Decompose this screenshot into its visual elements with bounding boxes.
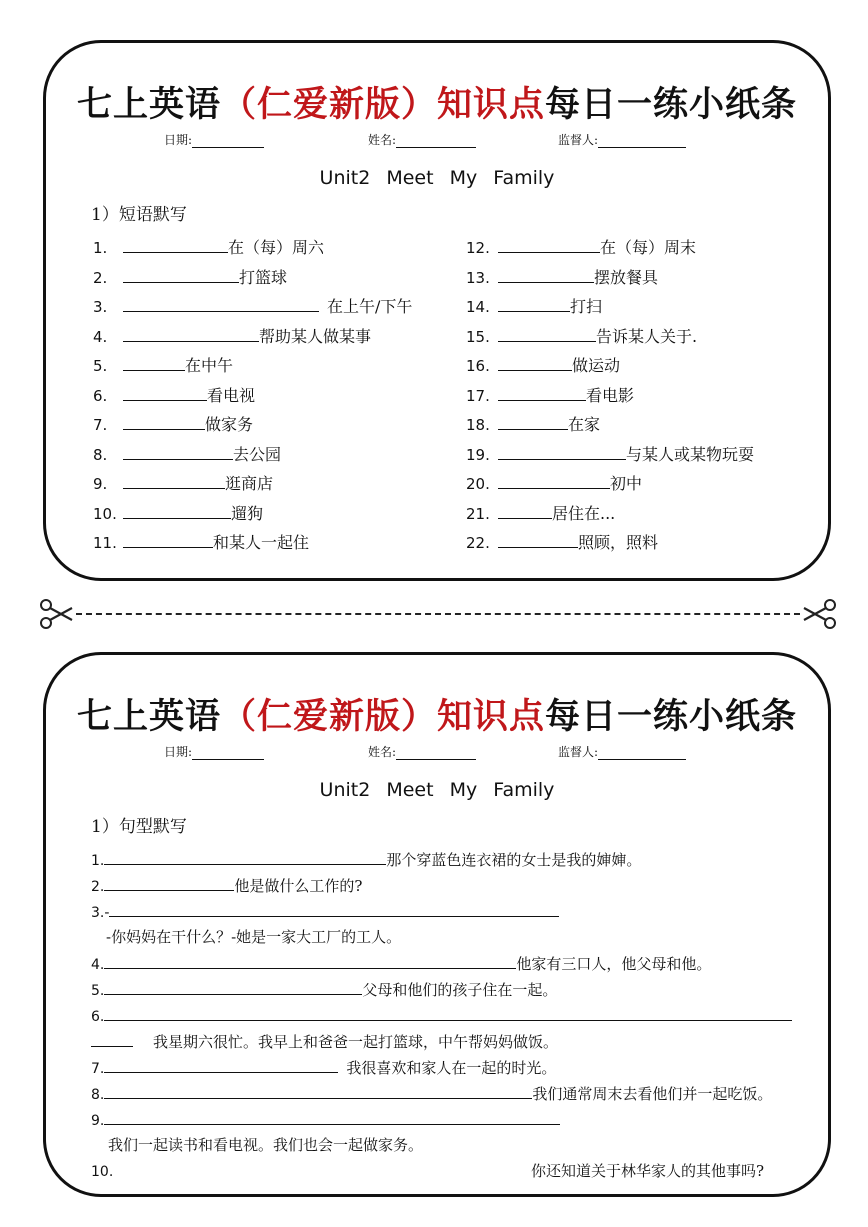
- card-title: [46, 77, 828, 127]
- item-number: 2.: [91, 879, 105, 895]
- title-part-1: 七上英语: [76, 84, 221, 125]
- item-prompt: 打篮球: [239, 268, 288, 287]
- phrase-item[interactable]: [93, 295, 412, 317]
- phrase-item[interactable]: [466, 354, 620, 376]
- supervisor-field[interactable]: [558, 131, 686, 148]
- date-label: 日期:: [164, 745, 193, 759]
- answer-blank[interactable]: [104, 874, 234, 891]
- name-label: 姓名:: [368, 133, 397, 147]
- sentence-item[interactable]: [91, 874, 362, 896]
- name-blank[interactable]: [396, 135, 476, 148]
- date-blank[interactable]: [192, 747, 264, 760]
- item-number: 19.: [466, 446, 490, 464]
- date-field[interactable]: [164, 743, 264, 760]
- item-prompt: 告诉某人关于.: [596, 327, 698, 346]
- answer-blank[interactable]: [123, 443, 233, 460]
- item-prompt: 我们一起读书和看电视。我们也会一起做家务。: [108, 1136, 424, 1154]
- answer-blank[interactable]: [498, 443, 626, 460]
- answer-blank[interactable]: [498, 472, 610, 489]
- supervisor-field[interactable]: [558, 743, 686, 760]
- sentence-item[interactable]: [91, 952, 711, 974]
- phrase-item[interactable]: [93, 472, 273, 494]
- sentence-item-line: [108, 1134, 423, 1156]
- answer-blank[interactable]: [104, 952, 516, 969]
- name-label: 姓名:: [368, 745, 397, 759]
- item-prompt: 遛狗: [231, 504, 264, 523]
- sentence-item[interactable]: [91, 1004, 792, 1026]
- item-number: 4.: [91, 957, 105, 973]
- item-number: 20.: [466, 475, 490, 493]
- phrase-item[interactable]: [466, 325, 697, 347]
- item-number: 8.: [91, 1087, 105, 1103]
- item-number: 15.: [466, 328, 490, 346]
- item-number: 6.: [93, 387, 108, 405]
- cut-line: [38, 596, 838, 632]
- phrase-item[interactable]: [466, 295, 602, 317]
- phrase-item[interactable]: [466, 236, 696, 258]
- answer-blank[interactable]: [498, 502, 552, 519]
- phrase-item[interactable]: [93, 443, 281, 465]
- answer-blank[interactable]: [123, 354, 185, 371]
- item-prompt: 摆放餐具: [594, 268, 659, 287]
- answer-blank[interactable]: [123, 531, 213, 548]
- worksheet-card-phrases: [43, 40, 831, 581]
- item-number: 7.: [93, 416, 108, 434]
- answer-blank[interactable]: [123, 472, 225, 489]
- name-field[interactable]: [368, 743, 476, 760]
- item-prompt: 打扫: [570, 297, 603, 316]
- answer-blank[interactable]: [91, 1030, 133, 1047]
- answer-blank[interactable]: [123, 295, 319, 312]
- item-number: 3.: [91, 905, 105, 921]
- phrase-item[interactable]: [93, 354, 233, 376]
- unit-heading: Unit2 Meet My Family: [319, 167, 555, 189]
- date-blank[interactable]: [192, 135, 264, 148]
- item-prompt: 帮助某人做某事: [259, 327, 372, 346]
- item-prompt: 在（每）周末: [600, 238, 697, 257]
- date-label: 日期:: [164, 133, 193, 147]
- phrase-item[interactable]: [93, 266, 287, 288]
- item-prompt: 在上午/下午: [327, 297, 413, 316]
- item-prompt: 在中午: [185, 356, 234, 375]
- item-number: 6.: [91, 1009, 105, 1025]
- phrase-item[interactable]: [93, 502, 263, 524]
- phrase-item[interactable]: [466, 266, 658, 288]
- card-title: [46, 689, 828, 739]
- item-number: 4.: [93, 328, 108, 346]
- phrase-item[interactable]: [93, 384, 255, 406]
- item-number: 13.: [466, 269, 490, 287]
- item-prompt: -你妈妈在干什么？-她是一家大工厂的工人。: [106, 928, 402, 946]
- answer-blank[interactable]: [498, 325, 596, 342]
- sentence-item-line[interactable]: [91, 1030, 558, 1052]
- answer-blank[interactable]: [123, 502, 231, 519]
- worksheet-card-sentences: [43, 652, 831, 1197]
- item-number: 1.: [93, 239, 108, 257]
- item-prompt: 初中: [610, 474, 643, 493]
- answer-blank[interactable]: [123, 266, 239, 283]
- answer-blank[interactable]: [104, 1108, 560, 1125]
- answer-blank[interactable]: [498, 236, 600, 253]
- item-number: 17.: [466, 387, 490, 405]
- scissors-icon: [38, 596, 74, 632]
- item-prompt: 逛商店: [225, 474, 274, 493]
- item-prompt: 与某人或某物玩耍: [626, 445, 755, 464]
- item-prompt: 在（每）周六: [228, 238, 325, 257]
- title-part-3: 每日一练小纸条: [545, 84, 798, 125]
- answer-blank[interactable]: [123, 236, 228, 253]
- answer-blank[interactable]: [104, 848, 386, 865]
- supervisor-label: 监督人:: [558, 133, 599, 147]
- phrase-item[interactable]: [466, 531, 658, 553]
- item-number: 10.: [93, 505, 117, 523]
- item-number: 18.: [466, 416, 490, 434]
- sentence-item[interactable]: [91, 1108, 560, 1130]
- item-number: 22.: [466, 534, 490, 552]
- item-number: 8.: [93, 446, 108, 464]
- answer-blank[interactable]: [498, 384, 586, 401]
- item-prompt: 去公园: [233, 445, 282, 464]
- answer-blank[interactable]: [104, 1004, 792, 1021]
- phrase-item[interactable]: [466, 502, 615, 524]
- item-number: 2.: [93, 269, 108, 287]
- answer-blank[interactable]: [123, 413, 205, 430]
- answer-blank[interactable]: [104, 1056, 338, 1073]
- phrase-item[interactable]: [466, 384, 634, 406]
- supervisor-label: 监督人:: [558, 745, 599, 759]
- section-heading: 1）短语默写: [91, 205, 187, 225]
- phrase-item[interactable]: [466, 472, 642, 494]
- phrase-item[interactable]: [466, 443, 754, 465]
- unit-heading: Unit2 Meet My Family: [319, 779, 555, 801]
- phrase-item[interactable]: [93, 531, 309, 553]
- sentence-item[interactable]: [91, 1082, 772, 1104]
- sentence-item[interactable]: [91, 1056, 556, 1078]
- dashed-line: [76, 613, 800, 615]
- item-prompt: 我很喜欢和家人在一起的时光。: [346, 1059, 557, 1077]
- sentence-item-line: [106, 926, 401, 948]
- item-prompt: 看电影: [586, 386, 635, 405]
- name-field[interactable]: [368, 131, 476, 148]
- item-prompt: 在家: [568, 415, 601, 434]
- item-number: 1.: [91, 853, 105, 869]
- item-number: 16.: [466, 357, 490, 375]
- item-number: 5.: [91, 983, 105, 999]
- name-blank[interactable]: [396, 747, 476, 760]
- item-prompt: 我们通常周末去看他们并一起吃饭。: [532, 1085, 773, 1103]
- sentence-item[interactable]: [91, 900, 559, 922]
- item-number: 3.: [93, 298, 108, 316]
- item-prompt: 看电视: [207, 386, 256, 405]
- phrase-item[interactable]: [466, 413, 600, 435]
- answer-blank[interactable]: [498, 266, 594, 283]
- item-prompt: 居住在...: [552, 504, 616, 523]
- answer-blank[interactable]: [123, 325, 259, 342]
- item-number: 14.: [466, 298, 490, 316]
- supervisor-blank[interactable]: [598, 135, 686, 148]
- item-prompt: -: [104, 903, 110, 921]
- item-prompt: 照顾，照料: [578, 533, 659, 552]
- item-number: 11.: [93, 534, 117, 552]
- item-prompt: 你还知道关于林华家人的其他事吗?: [531, 1162, 765, 1180]
- item-number: 10.: [91, 1164, 114, 1180]
- phrase-item[interactable]: [93, 236, 324, 258]
- title-part-3: 每日一练小纸条: [545, 696, 798, 737]
- title-part-2: （仁爱新版）知识点: [220, 696, 545, 737]
- supervisor-blank[interactable]: [598, 747, 686, 760]
- item-prompt: 他是做什么工作的?: [234, 877, 363, 895]
- item-number: 5.: [93, 357, 108, 375]
- item-number: 9.: [93, 475, 108, 493]
- answer-blank[interactable]: [498, 413, 568, 430]
- answer-blank[interactable]: [123, 384, 207, 401]
- item-prompt: 他家有三口人，他父母和他。: [516, 955, 712, 973]
- answer-blank[interactable]: [104, 978, 362, 995]
- item-number: 21.: [466, 505, 490, 523]
- item-prompt: 做运动: [572, 356, 621, 375]
- answer-blank[interactable]: [498, 531, 578, 548]
- item-number: 7.: [91, 1061, 105, 1077]
- item-prompt: 我星期六很忙。我早上和爸爸一起打篮球，中午帮妈妈做饭。: [153, 1033, 559, 1051]
- scissors-icon: [802, 596, 838, 632]
- item-prompt: 和某人一起住: [213, 533, 310, 552]
- answer-blank[interactable]: [498, 354, 572, 371]
- phrase-item[interactable]: [93, 325, 371, 347]
- date-field[interactable]: [164, 131, 264, 148]
- answer-blank[interactable]: [109, 900, 559, 917]
- section-heading: 1）句型默写: [91, 817, 187, 837]
- sentence-item[interactable]: [91, 978, 557, 1000]
- title-part-2: （仁爱新版）知识点: [220, 84, 545, 125]
- sentence-item[interactable]: [91, 848, 641, 870]
- sentence-item[interactable]: [91, 1160, 764, 1182]
- item-prompt: 那个穿蓝色连衣裙的女士是我的婶婶。: [386, 851, 642, 869]
- item-number: 9.: [91, 1113, 105, 1129]
- title-part-1: 七上英语: [76, 696, 221, 737]
- answer-blank[interactable]: [498, 295, 570, 312]
- item-number: 12.: [466, 239, 490, 257]
- item-prompt: 父母和他们的孩子住在一起。: [362, 981, 558, 999]
- answer-blank[interactable]: [104, 1082, 532, 1099]
- phrase-item[interactable]: [93, 413, 253, 435]
- item-prompt: 做家务: [205, 415, 254, 434]
